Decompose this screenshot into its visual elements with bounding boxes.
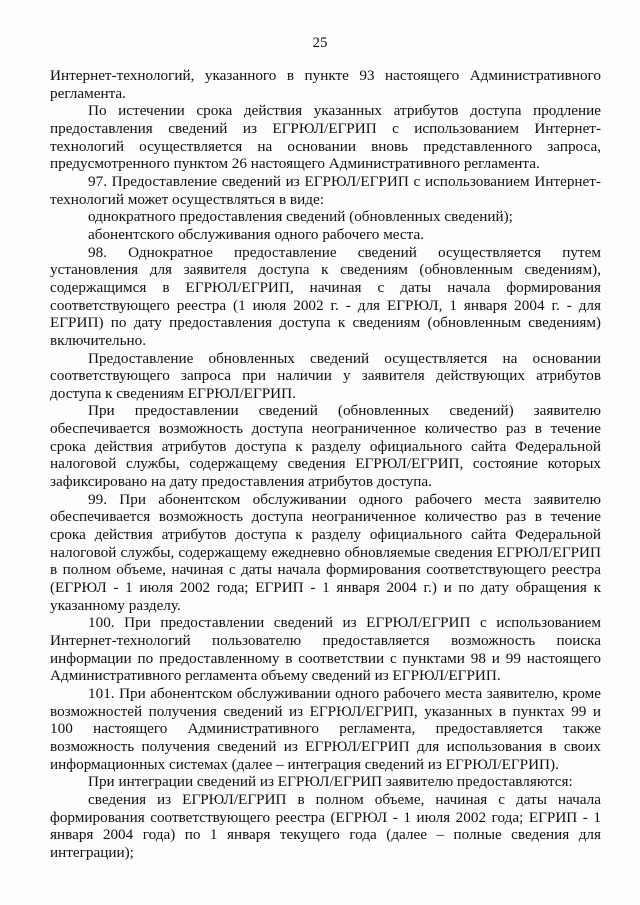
- paragraph-continuation: Интернет-технологий, указанного в пункте 93 настоящего Административного регламента.: [50, 67, 601, 102]
- page-number: 25: [312, 35, 328, 51]
- list-item: сведения из ЕГРЮЛ/ЕГРИП в полном объеме, начиная с даты начала формирования соответствующего реестра (ЕГРЮЛ - 1 июля 2002 года; ЕГРИП - 1 января 2004 года) по 1 января текущего года (далее – полные сведения для интеграции);: [50, 790, 601, 861]
- paragraph: По истечении срока действия указанных атрибутов доступа продление предоставления сведений из ЕГРЮЛ/ЕГРИП с использованием Интернет-технологий осуществляется на основании вновь представленного запроса, предусмотренного пунктом 26 настоящего Административного регламента.: [50, 102, 601, 173]
- list-item: абонентского обслуживания одного рабочего места.: [88, 225, 425, 243]
- list-item: однократного предоставления сведений (обновленных сведений);: [88, 208, 513, 226]
- paragraph-item-100: 100. При предоставлении сведений из ЕГРЮЛ/ЕГРИП с использованием Интернет-технологий пользователю предоставляется возможность поиска информации по предоставленному в соответствии с пунктами 98 и 99 настоящего Административного регламента объему сведений из ЕГРЮЛ/ЕГРИП.: [50, 614, 601, 685]
- paragraph: Предоставление обновленных сведений осуществляется на основании соответствующего запроса при наличии у заявителя действующих атрибутов доступа к сведениям ЕГРЮЛ/ЕГРИП.: [50, 349, 601, 402]
- paragraph: При предоставлении сведений (обновленных сведений) заявителю обеспечивается возможность доступа неограниченное количество раз в течение срока действия атрибутов доступа к разделу официального сайта Федеральной налоговой службы, содержащему сведения ЕГРЮЛ/ЕГРИП, состояние которых зафиксировано на дату предоставления атрибутов доступа.: [50, 402, 601, 491]
- paragraph: При интеграции сведений из ЕГРЮЛ/ЕГРИП заявителю предоставляются:: [88, 773, 573, 791]
- paragraph-item-97: 97. Предоставление сведений из ЕГРЮЛ/ЕГРИП с использованием Интернет-технологий может осуществляться в виде:: [50, 172, 601, 208]
- paragraph-item-101: 101. При абонентском обслуживании одного рабочего места заявителю, кроме возможностей получения сведений из ЕГРЮЛ/ЕГРИП, указанных в пунктах 99 и 100 настоящего Административного регламента, предоставляется также возможность получения сведений из ЕГРЮЛ/ЕГРИП для использования в своих информационных системах (далее – интеграция сведений из ЕГРЮЛ/ЕГРИП).: [50, 684, 601, 773]
- paragraph-item-98: 98. Однократное предоставление сведений осуществляется путем установления для заявителя доступа к сведениям (обновленным сведениям), содержащимся в ЕГРЮЛ/ЕГРИП, начиная с даты начала формирования соответствующего реестра (1 июля 2002 г. - для ЕГРЮЛ, 1 января 2004 г. - для ЕГРИП) по дату предоставления доступа к сведениям (обновленным сведениям) включительно.: [50, 243, 601, 349]
- paragraph-item-99: 99. При абонентском обслуживании одного рабочего места заявителю обеспечивается возможность доступа неограниченное количество раз в течение срока действия атрибутов доступа к разделу официального сайта Федеральной налоговой службы, содержащему ежедневно обновляемые сведения ЕГРЮЛ/ЕГРИП в полном объеме, начиная с даты начала формирования соответствующего реестра (ЕГРЮЛ - 1 июля 2002 года; ЕГРИП - 1 января 2004 г.) и по дату обращения к указанному разделу.: [50, 490, 601, 614]
- body-text: [50, 67, 601, 862]
